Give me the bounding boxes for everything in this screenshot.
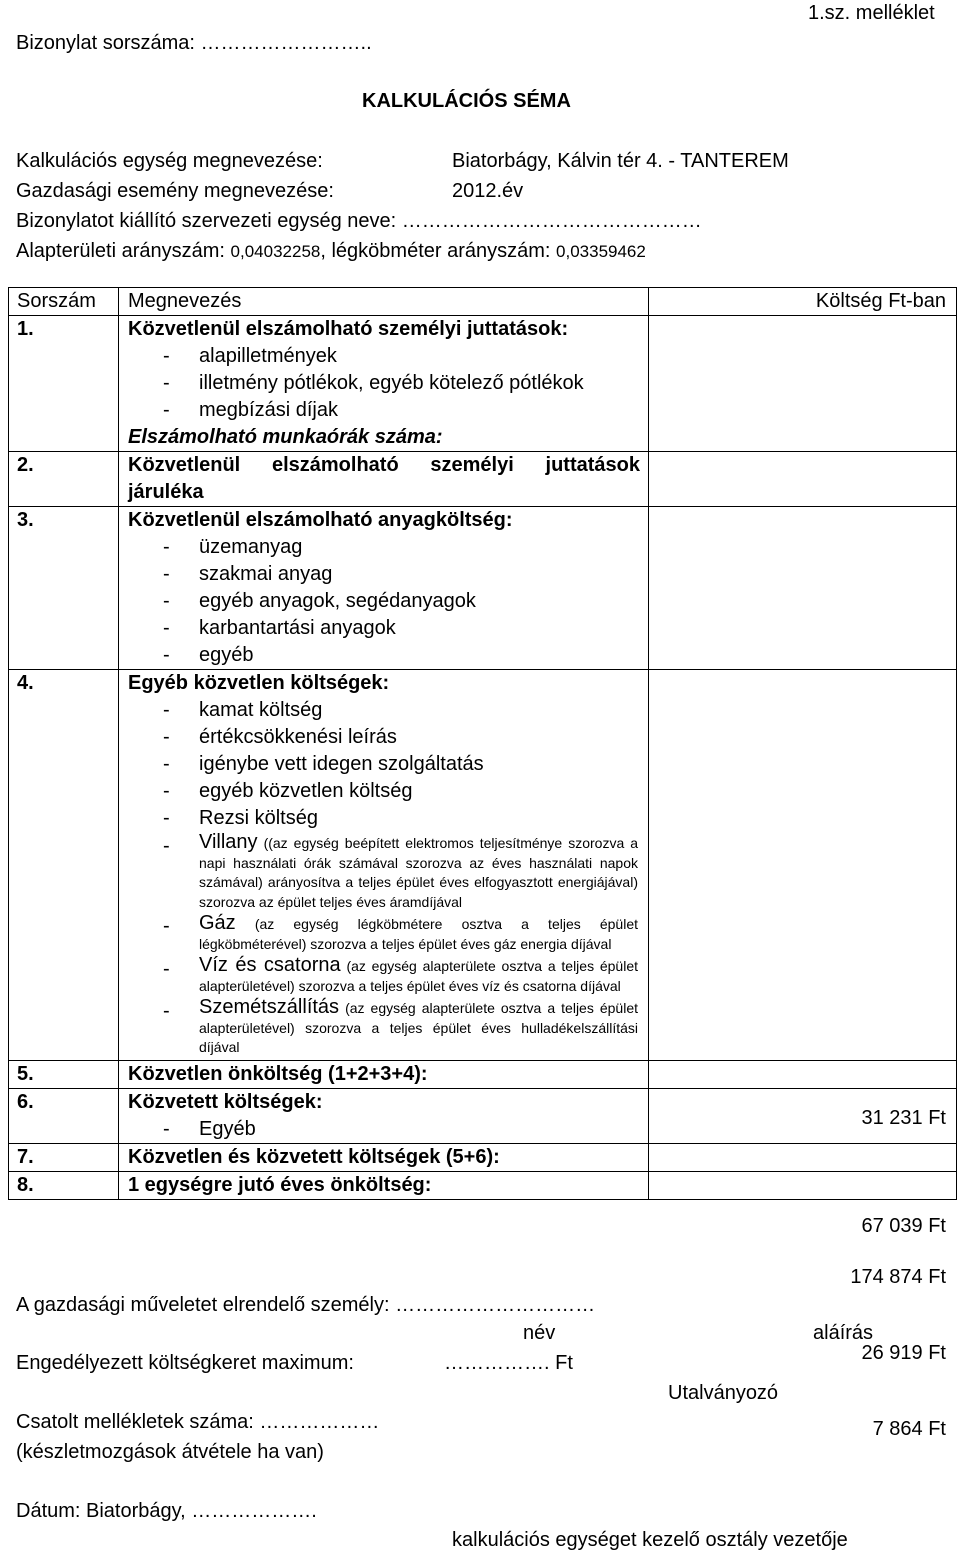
list-item: - Rezsi költség (163, 807, 318, 829)
manager-label: kalkulációs egységet kezelő osztály vezetője (452, 1529, 848, 1551)
section-4-title: Egyéb közvetlen költségek: (128, 672, 390, 694)
page-title: KALKULÁCIÓS SÉMA (362, 90, 571, 112)
event-value: 2012.év (452, 180, 524, 202)
section-7-number: 7. (9, 1143, 119, 1171)
col-header-cost: Költség Ft-ban (649, 288, 957, 316)
signature-label: aláírás (813, 1322, 874, 1344)
event-label: Gazdasági esemény megnevezése: (16, 180, 334, 202)
section-1-cost (649, 316, 957, 452)
section-1-title: Közvetlenül elszámolható személyi juttatások: (128, 318, 569, 340)
table-row-section-1 (9, 316, 957, 452)
section-1-number: 1. (9, 316, 119, 452)
section-3-title: Közvetlenül elszámolható anyagköltség: (128, 509, 513, 531)
list-item: - szakmai anyag (163, 563, 333, 585)
section-8-content: 1 egységre jutó éves önköltség: (119, 1171, 649, 1199)
approver-label: Utalványozó (668, 1382, 779, 1404)
section-2-content (119, 452, 649, 507)
table-row-section-3 (9, 507, 957, 670)
utility-item-viz: - Víz és csatorna (az egység alapterülete osztva a teljes épület alapterületével) szorozva a teljes épület éves víz és csatorna díjával (163, 954, 639, 994)
section-4-number: 4. (9, 670, 119, 1061)
unit-label: Kalkulációs egység megnevezése: (16, 150, 323, 172)
cost-value-2: 174 874 Ft (850, 1266, 946, 1288)
depreciation-cost: 31 231 Ft (861, 1107, 946, 1129)
list-item: - igénybe vett idegen szolgáltatás (163, 753, 484, 775)
cost-value-3: 26 919 Ft (861, 1342, 946, 1364)
list-item: - értékcsökkenési leírás (163, 726, 397, 748)
table-row-section-6 (9, 1088, 957, 1143)
utility-item-szemet: - Szemétszállítás (az egység alapterülete osztva a teljes épület alapterületével) szorozva a teljes épület éves hulladékelszállítási díjával (163, 996, 638, 1055)
list-item: - egyéb (163, 644, 254, 666)
utility-item-villany: - Villany ((az egység beépített elektromos teljesítménye szorozva a napi használati órák számával szorozva az éves használati napok számával) arányosítva a teljes épület éves elfogyasztott energiájával) szorozva az épület teljes éves áramdíjával (163, 831, 639, 910)
volume-ratio-value: 0,03359462 (556, 242, 646, 261)
section-8-cost (649, 1171, 957, 1199)
list-item: - egyéb közvetlen költség (163, 780, 413, 802)
section-3-content (119, 507, 649, 670)
list-item: - Egyéb (163, 1117, 256, 1140)
area-ratio-value: 0,04032258 (230, 242, 321, 261)
section-3-number: 3. (9, 507, 119, 670)
list-item: - kamat költség (163, 699, 323, 721)
area-ratio-label: Alapterületi arányszám: (16, 240, 231, 262)
list-item: - megbízási díjak (163, 399, 338, 421)
section-5-cost (649, 1060, 957, 1088)
section-5-number: 5. (9, 1060, 119, 1088)
budget-label: Engedélyezett költségkeret maximum: (16, 1352, 354, 1374)
section-6-number: 6. (9, 1088, 119, 1143)
col-header-no: Sorszám (9, 288, 119, 316)
table-row-section-8 (9, 1171, 957, 1199)
table-header-row (9, 288, 957, 316)
document-number-label: Bizonylat sorszáma: …………………….. (16, 32, 372, 54)
col-header-name: Megnevezés (119, 288, 649, 316)
section-3-cost (649, 507, 957, 670)
table-row-section-5 (9, 1060, 957, 1088)
attachment-label: 1.sz. melléklet (808, 2, 935, 24)
date-label: Dátum: Biatorbágy, ………………. (16, 1500, 317, 1522)
section-5-content: Közvetlen önköltség (1+2+3+4): (119, 1060, 649, 1088)
attachments-label: Csatolt mellékletek száma: ……………… (16, 1411, 380, 1433)
section-2-cost (649, 452, 957, 507)
inventory-note: (készletmozgások átvétele ha van) (16, 1441, 324, 1463)
list-item: - alapilletmények (163, 345, 337, 367)
name-label: név (523, 1322, 556, 1344)
table-row-section-4 (9, 670, 957, 1061)
cost-value-1: 67 039 Ft (861, 1215, 946, 1237)
section-7-content: Közvetlen és közvetett költségek (5+6): (119, 1143, 649, 1171)
section-1-hours: Elszámolható munkaórák száma: (128, 426, 443, 448)
list-item: - üzemanyag (163, 536, 303, 558)
ordering-person-label: A gazdasági műveletet elrendelő személy: ………………………… (16, 1294, 596, 1316)
table-row-section-7 (9, 1143, 957, 1171)
section-6-content (119, 1088, 649, 1143)
section-8-number: 8. (9, 1171, 119, 1199)
unit-value: Biatorbágy, Kálvin tér 4. - TANTEREM (452, 150, 789, 172)
list-item: - karbantartási anyagok (163, 617, 396, 639)
list-item: - illetmény pótlékok, egyéb kötelező pótlékok (163, 372, 584, 394)
section-4-content (119, 670, 649, 1061)
section-2-number: 2. (9, 452, 119, 507)
issuer-label: Bizonylatot kiállító szervezeti egység neve: ……………………………………… (16, 210, 702, 232)
section-6-title: Közvetett költségek: (128, 1090, 323, 1113)
volume-ratio-label: , légköbméter arányszám: (320, 240, 557, 262)
ratio-line (16, 240, 646, 263)
section-1-content (119, 316, 649, 452)
cost-value-4: 7 864 Ft (872, 1418, 946, 1440)
list-item: - egyéb anyagok, segédanyagok (163, 590, 476, 612)
utility-item-gaz: - Gáz (az egység légköbmétere osztva a teljes épület légköbméterével) szorozva a teljes épület éves gáz energia díjával (163, 912, 638, 952)
budget-value: ……………. Ft (444, 1352, 573, 1374)
section-7-cost (649, 1143, 957, 1171)
table-row-section-2 (9, 452, 957, 507)
section-2-title: Közvetlenül elszámolható személyi juttatások járuléka (128, 454, 640, 503)
